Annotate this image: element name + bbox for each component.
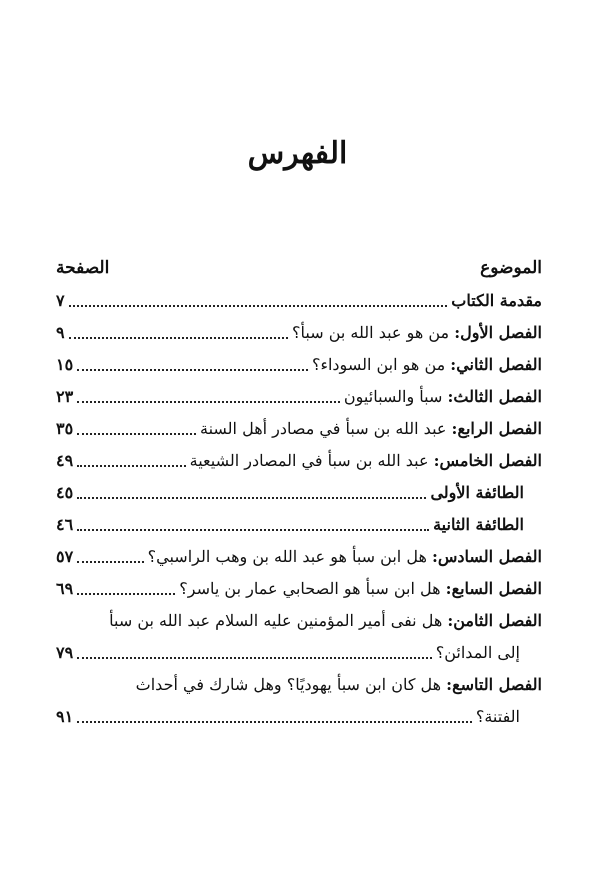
page-number: ٤٥ bbox=[56, 483, 74, 502]
toc-entry[interactable] bbox=[56, 610, 542, 664]
entry-title: الفصل الثامن: bbox=[447, 611, 542, 630]
entry-subtitle: عبد الله بن سبأ في مصادر أهل السنة bbox=[199, 419, 452, 438]
page-number: ٢٣ bbox=[56, 387, 74, 406]
page-number: ١٥ bbox=[56, 355, 74, 374]
entry-title: الفصل السادس: bbox=[431, 547, 542, 566]
page-number: ٩١ bbox=[56, 707, 74, 726]
entry-continuation: الفتنة؟ bbox=[475, 707, 520, 726]
entry-title: الفصل السابع: bbox=[445, 579, 542, 598]
leader-dots bbox=[69, 304, 448, 307]
page-number: ٤٦ bbox=[56, 515, 74, 534]
leader-dots bbox=[77, 400, 340, 403]
entry-title: الطائفة الثانية bbox=[433, 515, 524, 534]
toc-entry[interactable] bbox=[56, 546, 542, 568]
page-number: ٦٩ bbox=[56, 579, 74, 598]
toc-entry[interactable] bbox=[56, 354, 542, 376]
entry-title: الطائفة الأولى bbox=[430, 483, 524, 502]
leader-dots bbox=[77, 720, 472, 723]
entry-title: الفصل التاسع: bbox=[446, 675, 542, 694]
page-number: ٩ bbox=[56, 323, 65, 342]
entry-subtitle: من هو عبد الله بن سبأ؟ bbox=[292, 323, 455, 342]
toc-entry[interactable] bbox=[56, 482, 542, 504]
page-number: ٣٥ bbox=[56, 419, 74, 438]
page-column-header: الصفحة bbox=[56, 258, 110, 278]
leader-dots bbox=[69, 336, 288, 339]
leader-dots bbox=[77, 368, 308, 371]
page-number: ٧٩ bbox=[56, 643, 74, 662]
toc-entry[interactable] bbox=[56, 322, 542, 344]
entry-subtitle: سبأ والسبائيون bbox=[343, 387, 448, 406]
leader-dots bbox=[77, 656, 432, 659]
page-title: الفهرس bbox=[247, 136, 348, 171]
entry-subtitle: هل ابن سبأ هو عبد الله بن وهب الراسبي؟ bbox=[147, 547, 432, 566]
toc-list bbox=[56, 290, 542, 738]
entry-subtitle: هل كان ابن سبأ يهوديًا؟ وهل شارك في أحداث bbox=[135, 675, 447, 694]
page-number: ٤٩ bbox=[56, 451, 74, 470]
toc-header bbox=[56, 258, 542, 284]
entry-title: الفصل الخامس: bbox=[433, 451, 542, 470]
toc-entry[interactable] bbox=[56, 386, 542, 408]
entry-subtitle: عبد الله بن سبأ في المصادر الشيعية bbox=[189, 451, 434, 470]
entry-title: الفصل الثالث: bbox=[447, 387, 542, 406]
leader-dots bbox=[77, 496, 426, 499]
toc-entry[interactable] bbox=[56, 450, 542, 472]
entry-title: الفصل الرابع: bbox=[451, 419, 542, 438]
entry-title: الفصل الأول: bbox=[454, 323, 542, 342]
leader-dots bbox=[77, 592, 175, 595]
entry-title: الفصل الثاني: bbox=[450, 355, 542, 374]
page-number: ٧ bbox=[56, 291, 65, 310]
toc-entry[interactable] bbox=[56, 418, 542, 440]
toc-entry[interactable] bbox=[56, 514, 542, 536]
toc-entry[interactable] bbox=[56, 290, 542, 312]
entry-subtitle: هل ابن سبأ هو الصحابي عمار بن ياسر؟ bbox=[179, 579, 446, 598]
toc-entry[interactable] bbox=[56, 578, 542, 600]
topic-column-header: الموضوع bbox=[480, 258, 542, 278]
leader-dots bbox=[77, 432, 196, 435]
toc-entry[interactable] bbox=[56, 674, 542, 728]
entry-subtitle: من هو ابن السوداء؟ bbox=[311, 355, 451, 374]
leader-dots bbox=[77, 560, 143, 563]
entry-continuation: إلى المدائن؟ bbox=[435, 643, 520, 662]
page-number: ٥٧ bbox=[56, 547, 74, 566]
leader-dots bbox=[77, 528, 429, 531]
entry-title: مقدمة الكتاب bbox=[451, 291, 542, 310]
entry-subtitle: هل نفى أمير المؤمنين عليه السلام عبد الله بن سبأ bbox=[109, 611, 448, 630]
leader-dots bbox=[77, 464, 185, 467]
